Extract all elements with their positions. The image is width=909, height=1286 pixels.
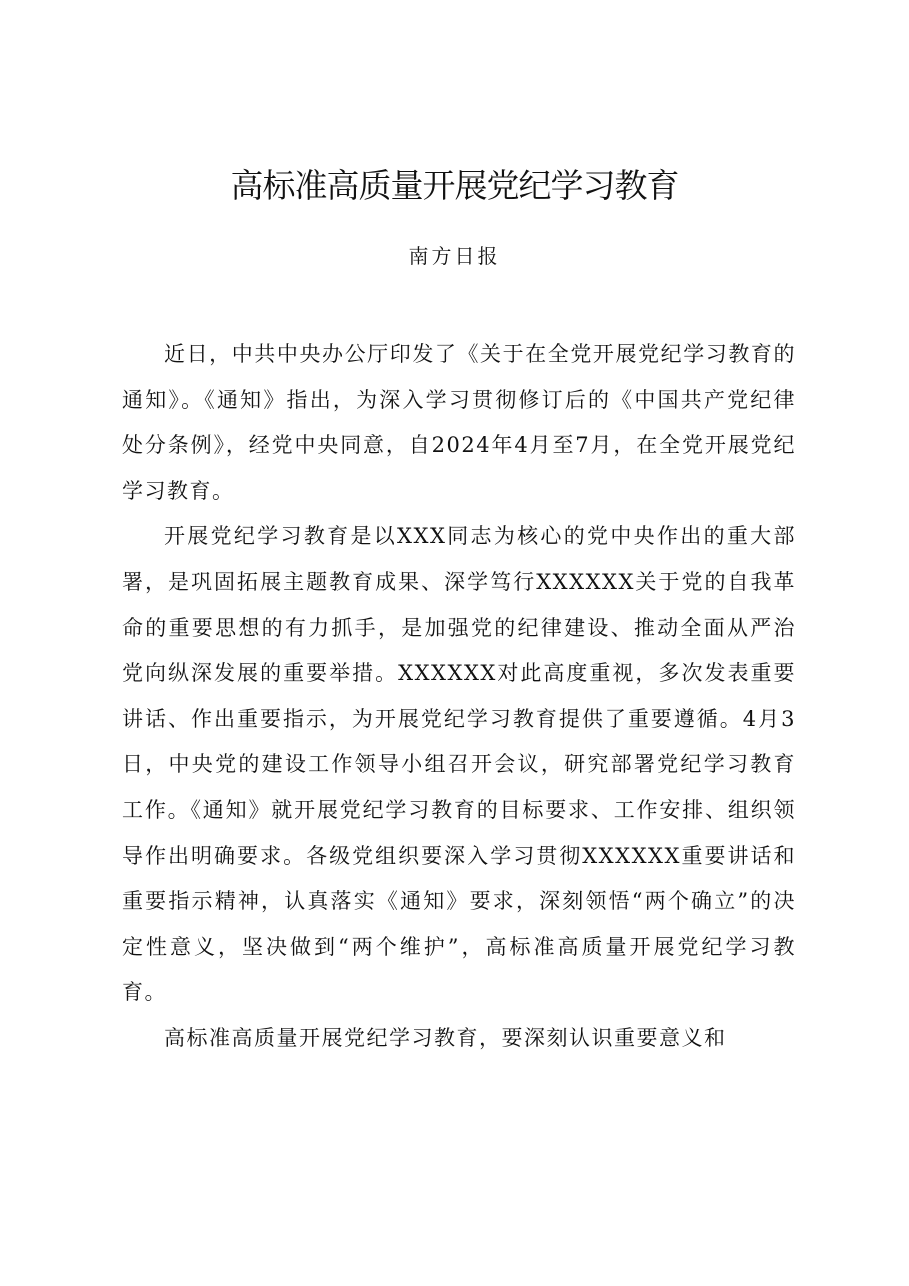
document-body <box>122 332 796 1062</box>
document-title: 高标准高质量开展党纪学习教育 <box>230 166 679 205</box>
paragraph: 高标准高质量开展党纪学习教育，要深刻认识重要意义和 <box>164 1025 727 1050</box>
paragraph: 开展党纪学习教育是以XXX同志为核心的党中央作出的重大部署，是巩固拓展主题教育成果、深学笃行XXXXXX关于党的自我革命的重要思想的有力抓手，是加强党的纪律建设、推动全面从严治党向纵深发展的重要举措。XXXXXX对此高度重视，多次发表重要讲话、作出重要指示，为开展党纪学习教育提供了重要遵循。4月3日，中央党的建设工作领导小组召开会议，研究部署党纪学习教育工作。《通知》就开展党纪学习教育的目标要求、工作安排、组织领导作出明确要求。各级党组织要深入学习贯彻XXXXXX重要讲话和重要指示精神，认真落实《通知》要求，深刻领悟“两个确立”的决定性意义，坚决做到“两个维护”，高标准高质量开展党纪学习教育。 <box>122 524 796 1005</box>
paragraph: 近日，中共中央办公厅印发了《关于在全党开展党纪学习教育的通知》。《通知》指出，为深入学习贯彻修订后的《中国共产党纪律处分条例》，经党中央同意，自2024年4月至7月，在全党开展党纪学习教育。 <box>122 342 796 503</box>
document-source: 南方日报 <box>408 244 501 268</box>
